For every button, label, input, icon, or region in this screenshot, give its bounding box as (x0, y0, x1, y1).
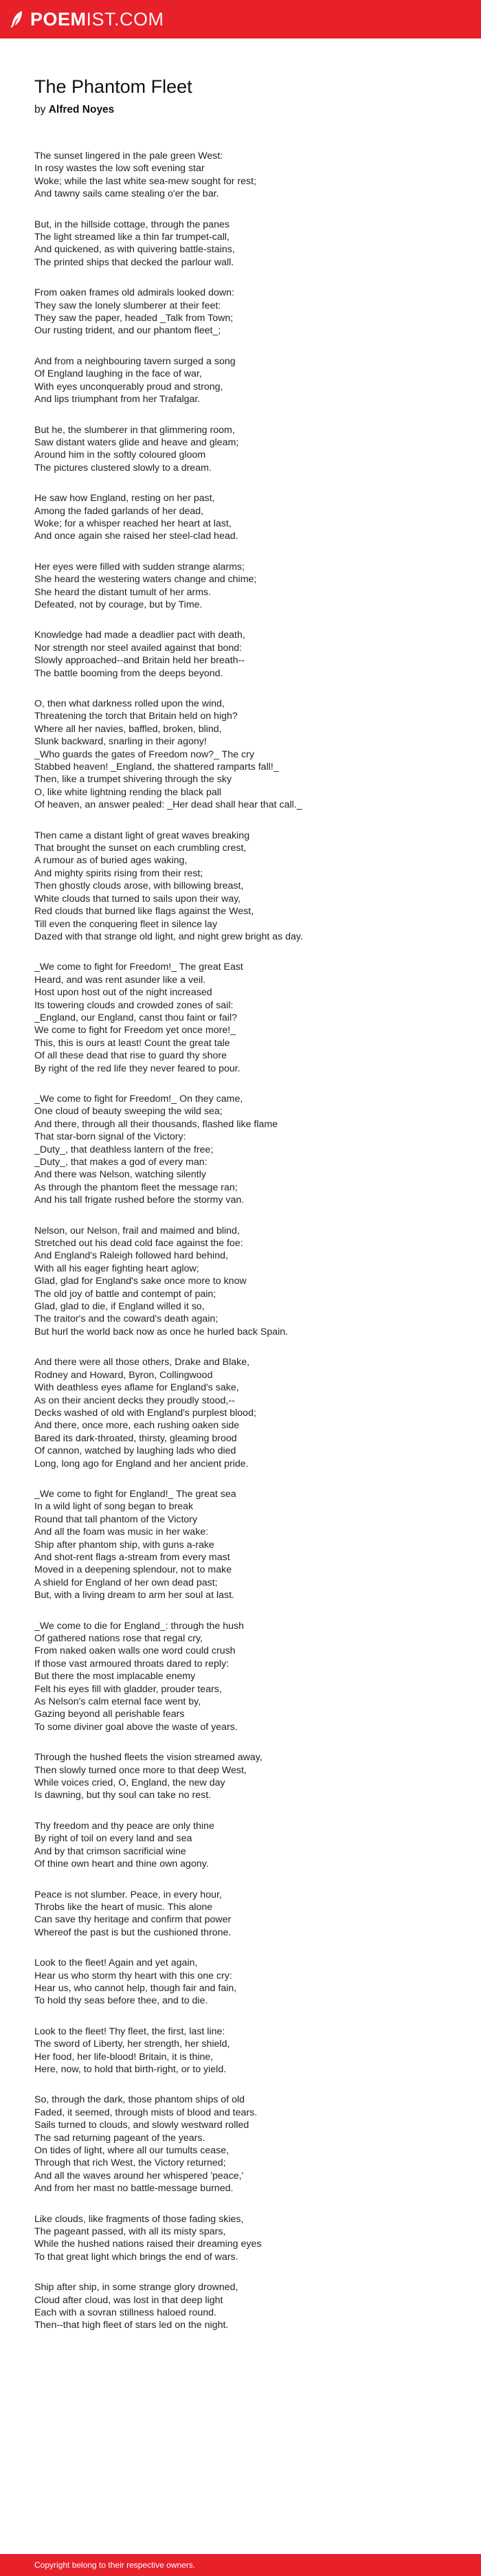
poem-line: We come to fight for Freedom yet once more!_ (34, 1025, 236, 1036)
stanza (34, 1093, 454, 1207)
poem-line: White clouds that turned to sails upon their way, (34, 893, 241, 904)
poem-line: Then--that high fleet of stars led on the night. (34, 2320, 229, 2331)
copyright-text: Copyright belong to their respective owners. (34, 2560, 196, 2570)
byline (34, 103, 454, 117)
poem-line: But, in the hillside cottage, through the panes (34, 219, 230, 230)
poem-line: Her eyes were filled with sudden strange alarms; (34, 561, 245, 573)
poem-line: While the hushed nations raised their dreaming eyes (34, 2239, 262, 2250)
poem-line: Then came a distant light of great waves breaking (34, 830, 250, 841)
poem-line: Then ghostly clouds arose, with billowing breast, (34, 880, 244, 892)
poem-line: Its towering clouds and crowded zones of sail: (34, 999, 234, 1011)
poem-line: _We come to fight for Freedom!_ On they came, (34, 1093, 243, 1104)
poem-line: Her food, her life-blood! Britain, it is thine, (34, 2051, 214, 2063)
by-label: by (34, 104, 46, 115)
stanza (34, 2025, 454, 2076)
poem-line: O, then what darkness rolled upon the wind, (34, 698, 225, 709)
site-logo[interactable] (10, 9, 164, 30)
poem-line: So, through the dark, those phantom ships of old (34, 2094, 245, 2106)
poem-line: As Nelson's calm eternal face went by, (34, 1696, 201, 1708)
poem-line: To that great light which brings the end of wars. (34, 2251, 238, 2263)
poem-line: A rumour as of buried ages waking, (34, 855, 188, 867)
poem-line: One cloud of beauty sweeping the wild sea; (34, 1106, 223, 1118)
poem-line: The sword of Liberty, her strength, her shield, (34, 2039, 230, 2050)
poem-line: _England, our England, canst thou faint or fail? (34, 1012, 237, 1023)
poem-line: The printed ships that decked the parlour wall. (34, 256, 234, 268)
poem-line: With all his eager fighting heart aglow; (34, 1263, 199, 1274)
site-header (0, 0, 481, 38)
poem-line: In a wild light of song began to break (34, 1501, 194, 1513)
author-link[interactable]: Alfred Noyes (48, 104, 115, 115)
poem-body (34, 150, 454, 2332)
poem-line: Red clouds that burned like flags against the West, (34, 906, 254, 918)
poem-line: With eyes unconquerably proud and strong, (34, 381, 223, 392)
poem-line: And there, once more, each rushing oaken side (34, 1420, 240, 1432)
poem-line: To some diviner goal above the waste of years. (34, 1721, 238, 1733)
stanza (34, 492, 454, 543)
poem-line: But hurl the world back now as once he hurled back Spain. (34, 1326, 289, 1337)
poem-line: From oaken frames old admirals looked down: (34, 287, 234, 299)
poem-line: Here, now, to hold that birth-right, or to yield. (34, 2063, 227, 2075)
poem-line: O, like white lightning rending the black pall (34, 786, 222, 798)
stanza (34, 219, 454, 269)
poem-line: And England's Raleigh followed hard behind, (34, 1250, 228, 1262)
poem-line: Each with a sovran stillness haloed round. (34, 2307, 216, 2319)
stanza (34, 150, 454, 201)
poem-line: She heard the westering waters change and chime; (34, 574, 257, 586)
poem-line: He saw how England, resting on her past, (34, 493, 215, 504)
poem-line: Of all these dead that rise to guard thy shore (34, 1050, 227, 1062)
poem-line: In rosy wastes the low soft evening star (34, 163, 205, 175)
poem-line: But he, the slumberer in that glimmering room, (34, 424, 235, 436)
poem-line: With deathless eyes aflame for England's sake, (34, 1382, 239, 1394)
poem-line: Knowledge had made a deadlier pact with death, (34, 630, 245, 641)
stanza (34, 2094, 454, 2195)
poem-line: Look to the fleet! Again and yet again, (34, 1957, 198, 1969)
poem-line: Felt his eyes fill with gladder, prouder tears, (34, 1683, 222, 1695)
quill-icon (10, 10, 25, 28)
poem-line: Cloud after cloud, was lost in that deep light (34, 2294, 223, 2306)
poem-line: She heard the distant tumult of her arms. (34, 586, 212, 598)
poem-line: Defeated, not by courage, but by Time. (34, 599, 203, 610)
poem-line: To hold thy seas before thee, and to die. (34, 1995, 208, 2007)
logo-text-light: IST.COM (86, 8, 164, 30)
poem-line: Through that rich West, the Victory returned; (34, 2157, 226, 2169)
poem-line: Saw distant waters glide and heave and gleam; (34, 436, 239, 448)
poem-line: Long, long ago for England and her ancient pride. (34, 1458, 249, 1469)
stanza (34, 698, 454, 812)
poem-line: _Duty_, that makes a god of every man: (34, 1157, 208, 1168)
poem-line: By right of the red life they never feared to pour. (34, 1063, 240, 1074)
poem-line: And there were all those others, Drake and Blake, (34, 1357, 250, 1368)
poem-line: Glad, glad for England's sake once more to know (34, 1276, 247, 1287)
poem-line: Like clouds, like fragments of those fading skies, (34, 2213, 244, 2225)
stanza (34, 1620, 454, 1734)
poem-line: Stabbed heaven! _England, the shattered ramparts fall!_ (34, 762, 279, 773)
poem-article (34, 76, 454, 2350)
stanza (34, 1889, 454, 1940)
poem-line: And once again she raised her steel-clad head. (34, 531, 238, 542)
poem-line: The old joy of battle and contempt of pain; (34, 1288, 216, 1300)
poem-line: _We come to die for England_: through the hush (34, 1620, 244, 1632)
stanza (34, 629, 454, 680)
poem-line: Throbs like the heart of music. This alone (34, 1901, 213, 1913)
poem-line: Where all her navies, baffled, broken, blind, (34, 723, 222, 735)
stanza (34, 830, 454, 944)
poem-line: Ship after phantom ship, with guns a-rake (34, 1539, 214, 1551)
poem-line: Sails turned to clouds, and slowly westward rolled (34, 2120, 249, 2131)
stanza (34, 1957, 454, 2008)
poem-line: The pageant passed, with all its misty spars, (34, 2226, 226, 2238)
poem-line: Of cannon, watched by laughing lads who died (34, 1445, 236, 1457)
poem-line: If those vast armoured throats dared to reply: (34, 1658, 230, 1669)
poem-line: Among the faded garlands of her dead, (34, 505, 204, 517)
poem-line: Ship after ship, in some strange glory drowned, (34, 2282, 238, 2294)
stanza (34, 561, 454, 612)
poem-line: And his tall frigate rushed before the stormy van. (34, 1195, 245, 1206)
poem-line: Gazing beyond all perishable fears (34, 1709, 185, 1720)
poem-line: Hear us, who cannot help, though fair and fain, (34, 1982, 237, 1994)
poem-line: And all the foam was music in her wake: (34, 1526, 209, 1538)
stanza (34, 961, 454, 1075)
poem-line: Then, like a trumpet shivering through the sky (34, 774, 232, 786)
stanza (34, 2213, 454, 2264)
poem-line: Then slowly turned once more to that deep West, (34, 1764, 247, 1776)
poem-line: And mighty spirits rising from their rest; (34, 867, 203, 879)
poem-line: And by that crimson sacrificial wine (34, 1845, 186, 1857)
poem-line: Till even the conquering fleet in silence lay (34, 918, 218, 930)
poem-line: Glad, glad to die, if England willed it so, (34, 1301, 205, 1313)
poem-line: The pictures clustered slowly to a dream. (34, 462, 212, 474)
poem-line: Through the hushed fleets the vision streamed away, (34, 1752, 262, 1764)
poem-line: Slowly approached--and Britain held her breath-- (34, 655, 245, 667)
poem-line: Hear us who storm thy heart with this one cry: (34, 1970, 232, 1981)
poem-line: The sunset lingered in the pale green West: (34, 151, 223, 162)
poem-line: Slunk backward, snarling in their agony! (34, 736, 207, 748)
poem-line: Is dawning, but thy soul can take no rest. (34, 1790, 212, 1801)
poem-line: Host upon host out of the night increased (34, 987, 212, 999)
poem-line: And from her mast no battle-message burned. (34, 2183, 234, 2195)
poem-line: As through the phantom fleet the message ran; (34, 1181, 238, 1193)
site-footer (0, 2554, 481, 2576)
poem-line: Threatening the torch that Britain held on high? (34, 711, 238, 722)
poem-line: Of England laughing in the face of war, (34, 368, 202, 380)
poem-line: And lips triumphant from her Trafalgar. (34, 394, 201, 406)
poem-line: Faded, it seemed, through mists of blood and tears. (34, 2107, 258, 2118)
poem-line: And there was Nelson, watching silently (34, 1169, 206, 1181)
poem-line: And quickened, as with quivering battle-stains, (34, 244, 235, 256)
poem-line: And from a neighbouring tavern surged a song (34, 355, 236, 367)
poem-line: _Who guards the gates of Freedom now?_ The cry (34, 748, 254, 760)
poem-line: Moved in a deepening splendour, not to make (34, 1564, 232, 1576)
poem-line: They saw the paper, headed _Talk from Town; (34, 313, 234, 324)
poem-line: Heard, and was rent asunder like a veil. (34, 974, 206, 986)
poem-line: Of heaven, an answer pealed: _Her dead shall hear that call._ (34, 799, 302, 811)
poem-line: Woke; while the last white sea-mew sought for rest; (34, 175, 257, 187)
poem-line: Nelson, our Nelson, frail and maimed and blind, (34, 1225, 240, 1236)
poem-line: Look to the fleet! Thy fleet, the first, last line: (34, 2025, 225, 2037)
poem-line: Of gathered nations rose that regal cry, (34, 1633, 203, 1644)
poem-line: Our rusting trident, and our phantom fleet_; (34, 325, 221, 337)
poem-line: Of thine own heart and thine own agony. (34, 1858, 209, 1870)
poem-line: Can save thy heritage and confirm that power (34, 1914, 232, 1926)
poem-line: Peace is not slumber. Peace, in every hour, (34, 1889, 222, 1900)
poem-line: And shot-rent flags a-stream from every mast (34, 1551, 230, 1563)
poem-line: And tawny sails came stealing o'er the bar. (34, 188, 219, 200)
stanza (34, 1488, 454, 1602)
poem-line: But, with a living dream to arm her soul at last. (34, 1590, 234, 1601)
poem-line: Whereof the past is but the cushioned throne. (34, 1927, 232, 1938)
poem-line: Thy freedom and thy peace are only thine (34, 1820, 214, 1832)
poem-line: They saw the lonely slumberer at their feet: (34, 300, 221, 311)
poem-line: _We come to fight for Freedom!_ The great East (34, 962, 243, 973)
stanza (34, 355, 454, 406)
poem-line: On tides of light, where all our tumults cease, (34, 2145, 230, 2156)
stanza (34, 1820, 454, 1871)
poem-line: Decks washed of old with England's purplest blood; (34, 1407, 256, 1419)
poem-line: As on their ancient decks they proudly stood,-- (34, 1395, 235, 1406)
poem-line: Rodney and Howard, Byron, Collingwood (34, 1369, 213, 1381)
stanza (34, 2281, 454, 2332)
poem-line: But there the most implacable enemy (34, 1671, 196, 1683)
poem-line: _Duty_, that deathless lantern of the free; (34, 1144, 214, 1155)
poem-line: This, this is ours at least! Count the great tale (34, 1037, 230, 1049)
poem-line: Dazed with that strange old light, and night grew bright as day. (34, 931, 303, 942)
stanza (34, 1225, 454, 1339)
poem-title: The Phantom Fleet (34, 76, 192, 97)
poem-line: The light streamed like a thin far trumpet-call, (34, 232, 230, 243)
poem-line: By right of toil on every land and sea (34, 1833, 192, 1845)
poem-line: Stretched out his dead cold face against the foe: (34, 1238, 243, 1250)
stanza (34, 1751, 454, 1802)
poem-line: Woke; for a whisper reached her heart at last, (34, 518, 232, 529)
stanza (34, 1356, 454, 1470)
poem-line: The traitor's and the coward's death again; (34, 1313, 219, 1325)
poem-line: A shield for England of her own dead past; (34, 1577, 218, 1588)
poem-line: That star-born signal of the Victory: (34, 1131, 186, 1143)
poem-line: And there, through all their thousands, flashed like flame (34, 1118, 278, 1130)
poem-line: The sad returning pageant of the years. (34, 2132, 205, 2144)
stanza (34, 287, 454, 337)
poem-line: Bared its dark-throated, thirsty, gleaming brood (34, 1432, 237, 1444)
poem-line: Nor strength nor steel availed against that bond: (34, 642, 243, 654)
poem-line: The battle booming from the deeps beyond. (34, 667, 223, 679)
poem-line: Around him in the softly coloured gloom (34, 449, 206, 461)
poem-line: That brought the sunset on each crumbling crest, (34, 843, 247, 854)
poem-line: Round that tall phantom of the Victory (34, 1513, 198, 1525)
poem-line: From naked oaken walls one word could crush (34, 1645, 236, 1657)
poem-line: _We come to fight for England!_ The great sea (34, 1488, 236, 1500)
poem-line: While voices cried, O, England, the new day (34, 1777, 225, 1789)
logo-text-bold: POEM (30, 8, 87, 30)
stanza (34, 424, 454, 475)
poem-line: And all the waves around her whispered 'peace,' (34, 2170, 244, 2181)
